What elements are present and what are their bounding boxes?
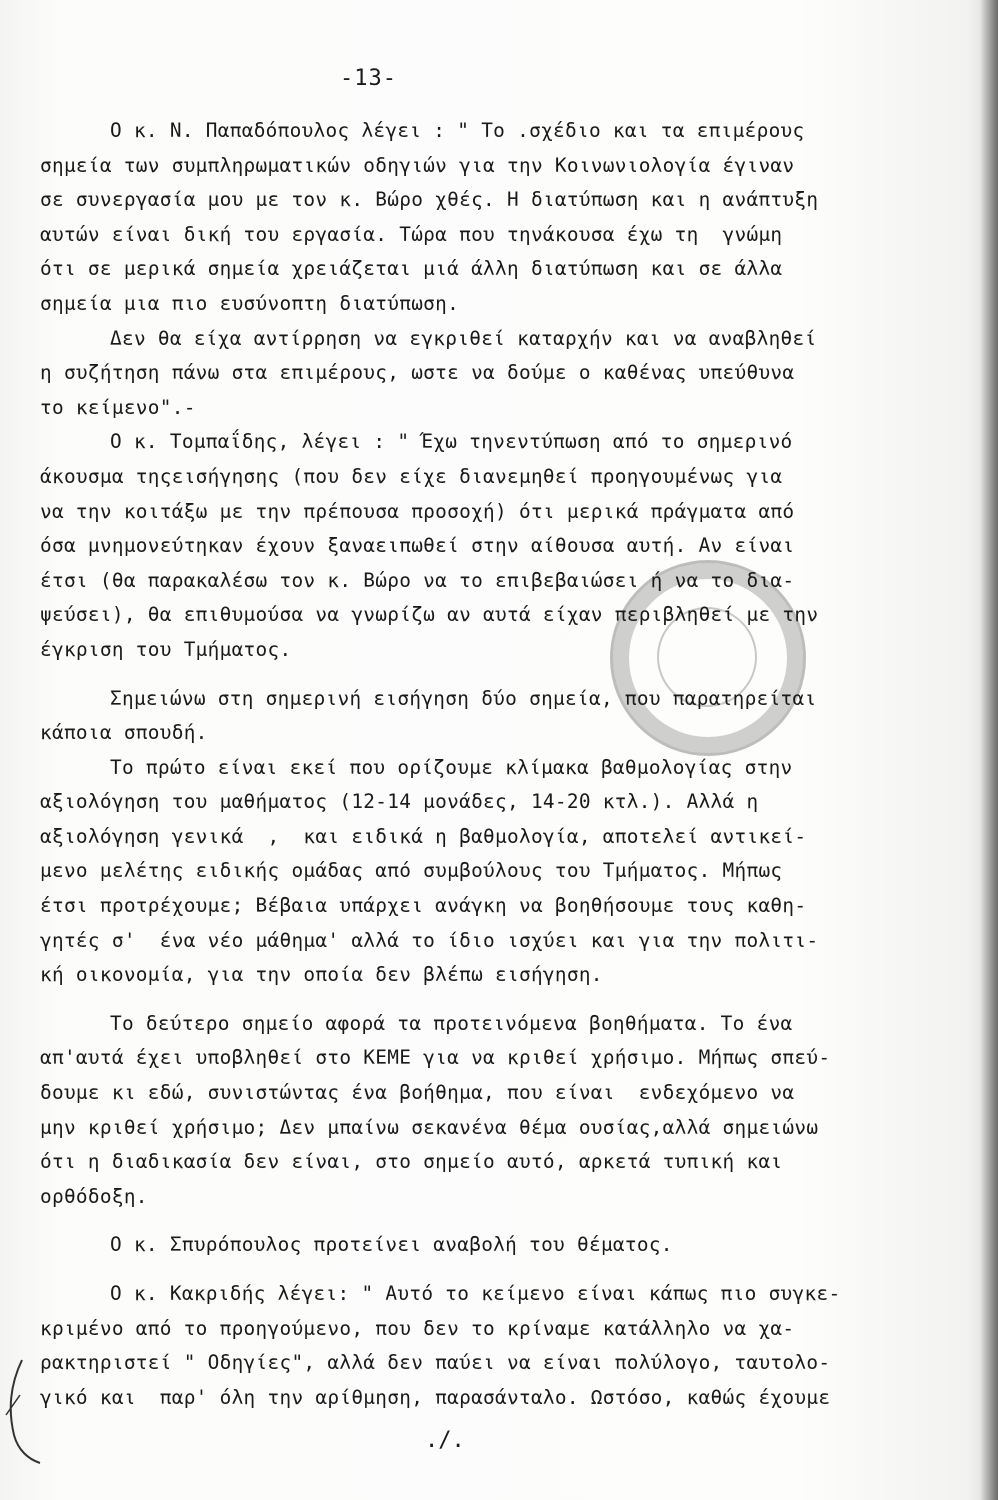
handwritten-margin-mark [0, 1355, 50, 1465]
text-line: έγκριση του Τμήματος. [40, 637, 292, 661]
text-line: η συζήτηση πάνω στα επιμέρους, ωστε να δούμε ο καθένας υπεύθυνα [40, 361, 795, 385]
minutes-text [40, 114, 970, 1415]
text-line: ρακτηριστεί " Οδηγίες", αλλά δεν παύει να είναι πολύλογο, ταυτολο- [40, 1351, 831, 1375]
text-line: ότι η διαδικασία δεν είναι, στο σημείο αυτό, αρκετά τυπική και [40, 1150, 783, 1174]
page-number: -13- [340, 66, 397, 91]
text-line: άκουσμα τηςεισήγησης (που δεν είχε διανεμηθεί προηγουμένως για [40, 464, 783, 488]
paragraph-gap [40, 1263, 970, 1277]
text-line: κάποια σπουδή. [40, 721, 208, 745]
text-line: αξιολόγηση του μαθήματος (12-14 μονάδες, 14-20 κτλ.). Αλλά η [40, 790, 759, 814]
text-line: Ο κ. Σπυρόπουλος προτείνει αναβολή του θέματος. [110, 1233, 673, 1257]
text-line: μενο μελέτης ειδικής ομάδας από συμβούλους του Τμήματος. Μήπως [40, 859, 783, 883]
paragraph-gap [40, 668, 970, 682]
text-line: κριμένο από το προηγούμενο, που δεν το κρίναμε κατάλληλο να χα- [40, 1316, 795, 1340]
text-line: Δεν θα είχα αντίρρηση να εγκριθεί καταρχήν και να αναβληθεί [110, 326, 817, 350]
text-line: ψεύσει), θα επιθυμούσα να γνωρίζω αν αυτά είχαν περιβληθεί με την [40, 603, 819, 627]
paragraph-gap [40, 1214, 970, 1228]
text-line: Σημειώνω στη σημερινή εισήγηση δύο σημεία, που παρατηρείται [110, 686, 817, 710]
text-line: έτσι προτρέχουμε; Βέβαια υπάρχει ανάγκη να βοηθήσουμε τους καθη- [40, 894, 807, 918]
text-line: να την κοιτάξω με την πρέπουσα προσοχή) ότι μερικά πράγματα από [40, 499, 795, 523]
page-edge [980, 0, 998, 1500]
text-line: Ο κ. Τομπαΐδης, λέγει : " Έχω τηνεντύπωση από το σημερινό [110, 430, 793, 454]
text-line: σημεία των συμπληρωματικών οδηγιών για την Κοινωνιολογία έγιναν [40, 153, 795, 177]
text-line: κή οικονομία, για την οποία δεν βλέπω εισήγηση. [40, 963, 603, 987]
text-line: γητές σ' ένα νέο μάθημα' αλλά το ίδιο ισχύει και για την πολιτι- [40, 928, 819, 952]
paragraph-gap [40, 993, 970, 1007]
text-line: μην κριθεί χρήσιμο; Δεν μπαίνω σεκανένα θέμα ουσίας,αλλά σημειώνω [40, 1115, 819, 1139]
text-line: σε συνεργασία μου με τον κ. Βώρο χθές. Η διατύπωση και η ανάπτυξη [40, 188, 819, 212]
text-line: απ'αυτά έχει υποβληθεί στο ΚΕΜΕ για να κριθεί χρήσιμο. Μήπως σπεύ- [40, 1046, 831, 1070]
text-line: έτσι (θα παρακαλέσω τον κ. Βώρο να το επιβεβαιώσει ή να το δια- [40, 568, 795, 592]
text-line: αξιολόγηση γενικά , και ειδικά η βαθμολογία, αποτελεί αντικεί- [40, 824, 807, 848]
text-line: ορθόδοξη. [40, 1184, 148, 1208]
text-line: γικό και παρ' όλη την αρίθμηση, παρασάνταλο. Ωστόσο, καθώς έχουμε [40, 1385, 831, 1409]
text-line: το κείμενο".- [40, 395, 196, 419]
text-line: σημεία μια πιο ευσύνοπτη διατύπωση. [40, 291, 460, 315]
text-line: όσα μνημονεύτηκαν έχουν ξαναειπωθεί στην αίθουσα αυτή. Αν είναι [40, 534, 795, 558]
text-line: ότι σε μερικά σημεία χρειάζεται μιά άλλη διατύπωση και σε άλλα [40, 257, 783, 281]
text-line: Ο κ. Ν. Παπαδόπουλος λέγει : " Το .σχέδιο και τα επιμέρους [110, 119, 805, 142]
text-line: Ο κ. Κακριδής λέγει: " Αυτό το κείμενο είναι κάπως πιο συγκε- [110, 1282, 841, 1305]
text-line: αυτών είναι δική του εργασία. Τώρα που τηνάκουσα έχω τη γνώμη [40, 222, 783, 246]
continuation-mark: ./. [425, 1428, 465, 1453]
text-line: Το δεύτερο σημείο αφορά τα προτεινόμενα βοηθήματα. Το ένα [110, 1011, 793, 1035]
text-line: Το πρώτο είναι εκεί που ορίζουμε κλίμακα βαθμολογίας στην [110, 755, 793, 779]
text-line: δουμε κι εδώ, συνιστώντας ένα βοήθημα, που είναι ενδεχόμενο να [40, 1081, 795, 1105]
